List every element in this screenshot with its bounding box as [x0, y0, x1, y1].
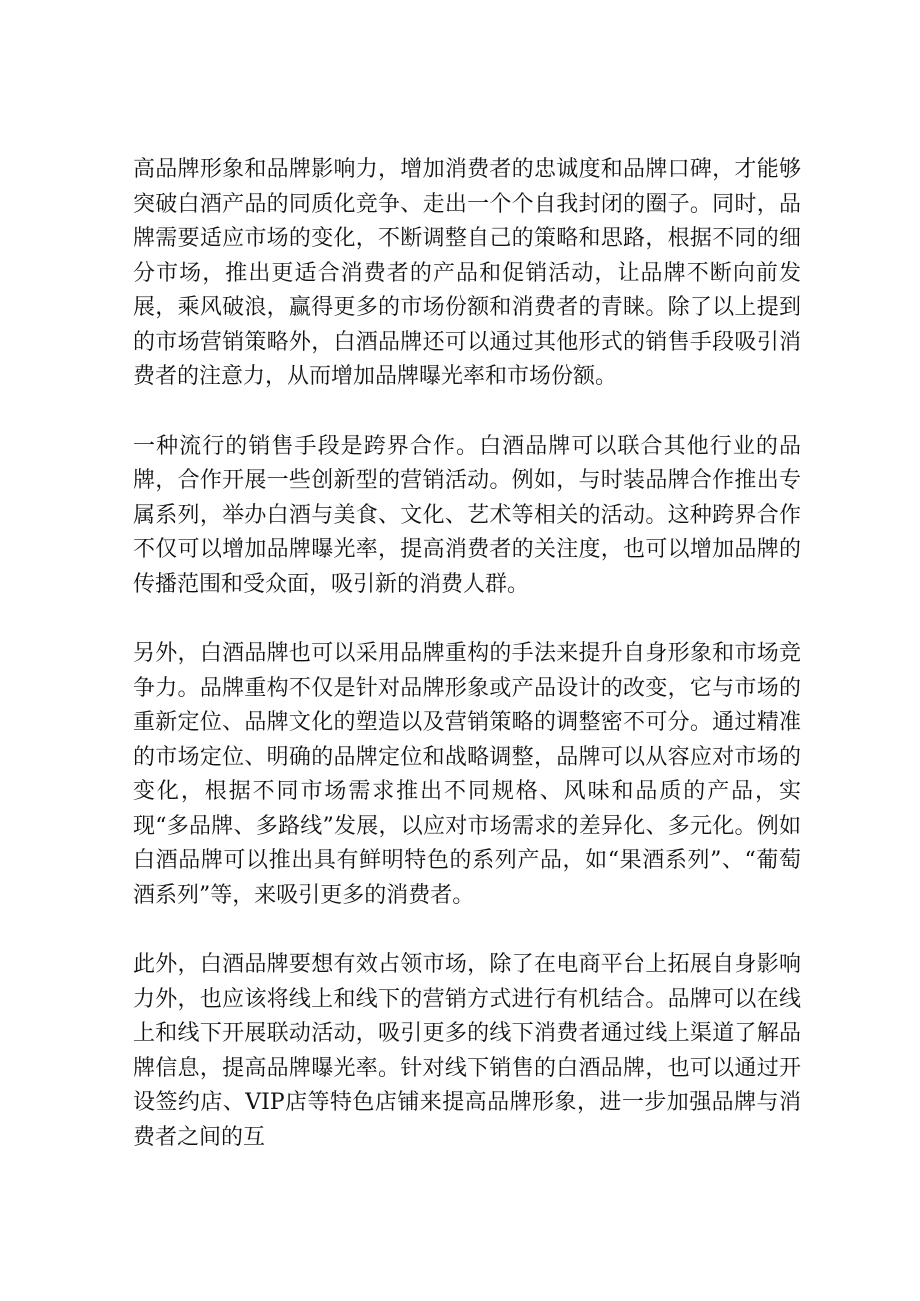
paragraph-2: 一种流行的销售手段是跨界合作。白酒品牌可以联合其他行业的品牌，合作开展一些创新型的营销活动。例如，与时装品牌合作推出专属系列，举办白酒与美食、文化、艺术等相关的活动。这种跨界合作不仅可以增加品牌曝光率，提高消费者的关注度，也可以增加品牌的传播范围和受众面，吸引新的消费人群。 — [133, 433, 801, 597]
paragraph-1: 高品牌形象和品牌影响力，增加消费者的忠诚度和品牌口碑，才能够突破白酒产品的同质化竞争、走出一个个自我封闭的圈子。同时，品牌需要适应市场的变化，不断调整自己的策略和思路，根据不同的细分市场，推出更适合消费者的产品和促销活动，让品牌不断向前发展，乘风破浪，赢得更多的市场份额和消费者的青睐。除了以上提到的市场营销策略外，白酒品牌还可以通过其他形式的销售手段吸引消费者的注意力，从而增加品牌曝光率和市场份额。 — [133, 157, 801, 389]
document-body — [133, 153, 801, 1155]
paragraph-4: 此外，白酒品牌要想有效占领市场，除了在电商平台上拓展自身影响力外，也应该将线上和线下的营销方式进行有机结合。品牌可以在线上和线下开展联动活动，吸引更多的线下消费者通过线上渠道了解品牌信息，提高品牌曝光率。针对线下销售的白酒品牌，也可以通过开设签约店、VIP店等特色店铺来提高品牌形象，进一步加强品牌与消费者之间的互 — [133, 952, 801, 1150]
paragraph-3: 另外，白酒品牌也可以采用品牌重构的手法来提升自身形象和市场竞争力。品牌重构不仅是针对品牌形象或产品设计的改变，它与市场的重新定位、品牌文化的塑造以及营销策略的调整密不可分。通过精准的市场定位、明确的品牌定位和战略调整，品牌可以从容应对市场的变化，根据不同市场需求推出不同规格、风味和品质的产品，实现“多品牌、多路线”发展，以应对市场需求的差异化、多元化。例如白酒品牌可以推出具有鲜明特色的系列产品，如“果酒系列”、“葡萄酒系列”等，来吸引更多的消费者。 — [133, 641, 801, 908]
